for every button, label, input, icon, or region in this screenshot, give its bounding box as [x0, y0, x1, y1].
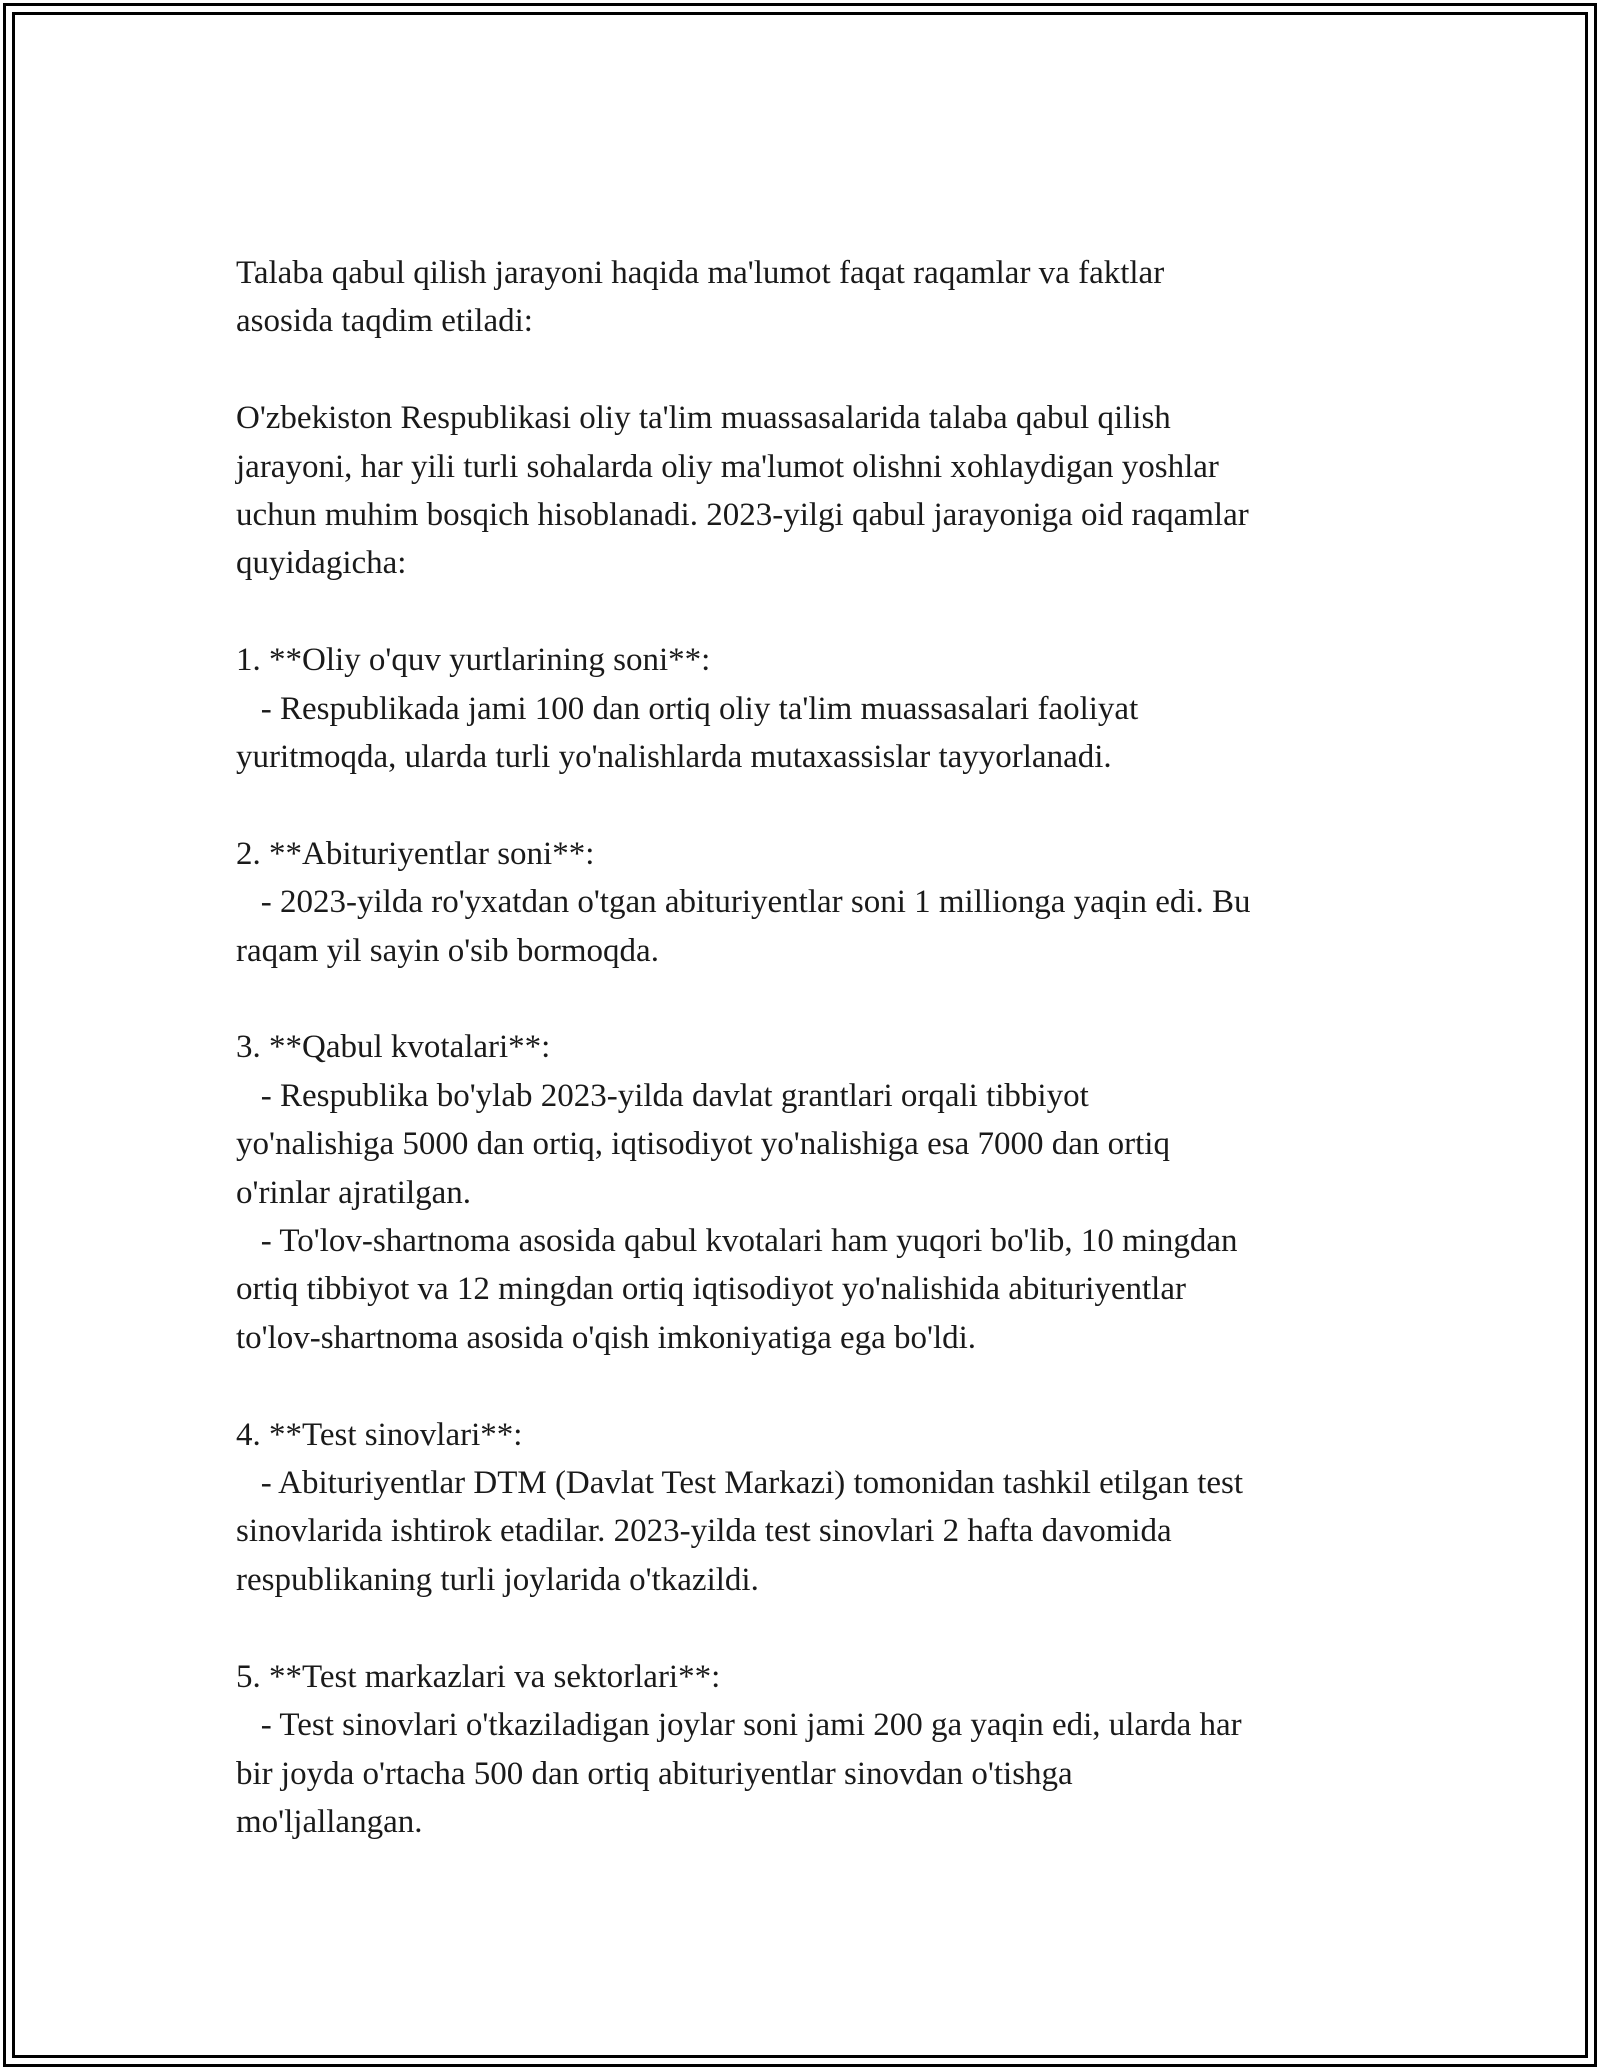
item-4-heading: 4. **Test sinovlari**:	[236, 1416, 523, 1453]
item-2-heading: 2. **Abituriyentlar soni**:	[236, 835, 595, 872]
spacer	[236, 1604, 1396, 1652]
item-4-point-1: - Abituriyentlar DTM (Davlat Test Markazi) tomonidan tashkil etilgan test sinovlarida ishtirok etadilar. 2023-yilda test sinovlari 2 hafta davomida respublikaning turli joylarida o'tkazildi.	[236, 1465, 1244, 1598]
spacer	[236, 975, 1396, 1023]
spacer	[236, 1362, 1396, 1410]
spacer	[236, 346, 1396, 394]
item-3-heading: 3. **Qabul kvotalari**:	[236, 1029, 551, 1066]
main-paragraph: O'zbekiston Respublikasi oliy ta'lim muassasalarida talaba qabul qilish jarayoni, har yili turli sohalarda oliy ma'lumot olishni xohlaydigan yoshlar uchun muhim bosqich hisoblanadi. 2023-yilgi qabul jarayoniga oid raqamlar quyidagicha:	[236, 400, 1249, 582]
item-1-point-1: - Respublikada jami 100 dan ortiq oliy ta'lim muassasalari faoliyat yuritmoqda, ularda turli yo'nalishlarda mutaxassislar tayyorlanadi.	[236, 690, 1139, 776]
item-5-heading: 5. **Test markazlari va sektorlari**:	[236, 1658, 721, 1695]
intro-text: Talaba qabul qilish jarayoni haqida ma'lumot faqat raqamlar va faktlar asosida taqdim etiladi:	[236, 255, 1165, 340]
document-body	[236, 249, 1396, 1846]
spacer	[236, 781, 1396, 829]
item-5-point-1: - Test sinovlari o'tkaziladigan joylar soni jami 200 ga yaqin edi, ularda har bir joyda o'rtacha 500 dan ortiq abituriyentlar sinovdan o'tishga mo'ljallangan.	[236, 1707, 1242, 1840]
item-2-point-1: - 2023-yilda ro'yxatdan o'tgan abituriyentlar soni 1 millionga yaqin edi. Bu raqam yil sayin o'sib bormoqda.	[236, 884, 1251, 969]
item-3-point-1: - Respublika bo'ylab 2023-yilda davlat grantlari orqali tibbiyot yo'nalishiga 5000 dan ortiq, iqtisodiyot yo'nalishiga esa 7000 dan ortiq o'rinlar ajratilgan.	[236, 1077, 1170, 1211]
spacer	[236, 588, 1396, 636]
item-3-point-2: - To'lov-shartnoma asosida qabul kvotalari ham yuqori bo'lib, 10 mingdan ortiq tibbiyot va 12 mingdan ortiq iqtisodiyot yo'nalishida abituriyentlar to'lov-shartnoma asosida o'qish imkoniyatiga ega bo'ldi.	[236, 1223, 1238, 1356]
item-1-heading: 1. **Oliy o'quv yurtlarining soni**:	[236, 642, 711, 679]
